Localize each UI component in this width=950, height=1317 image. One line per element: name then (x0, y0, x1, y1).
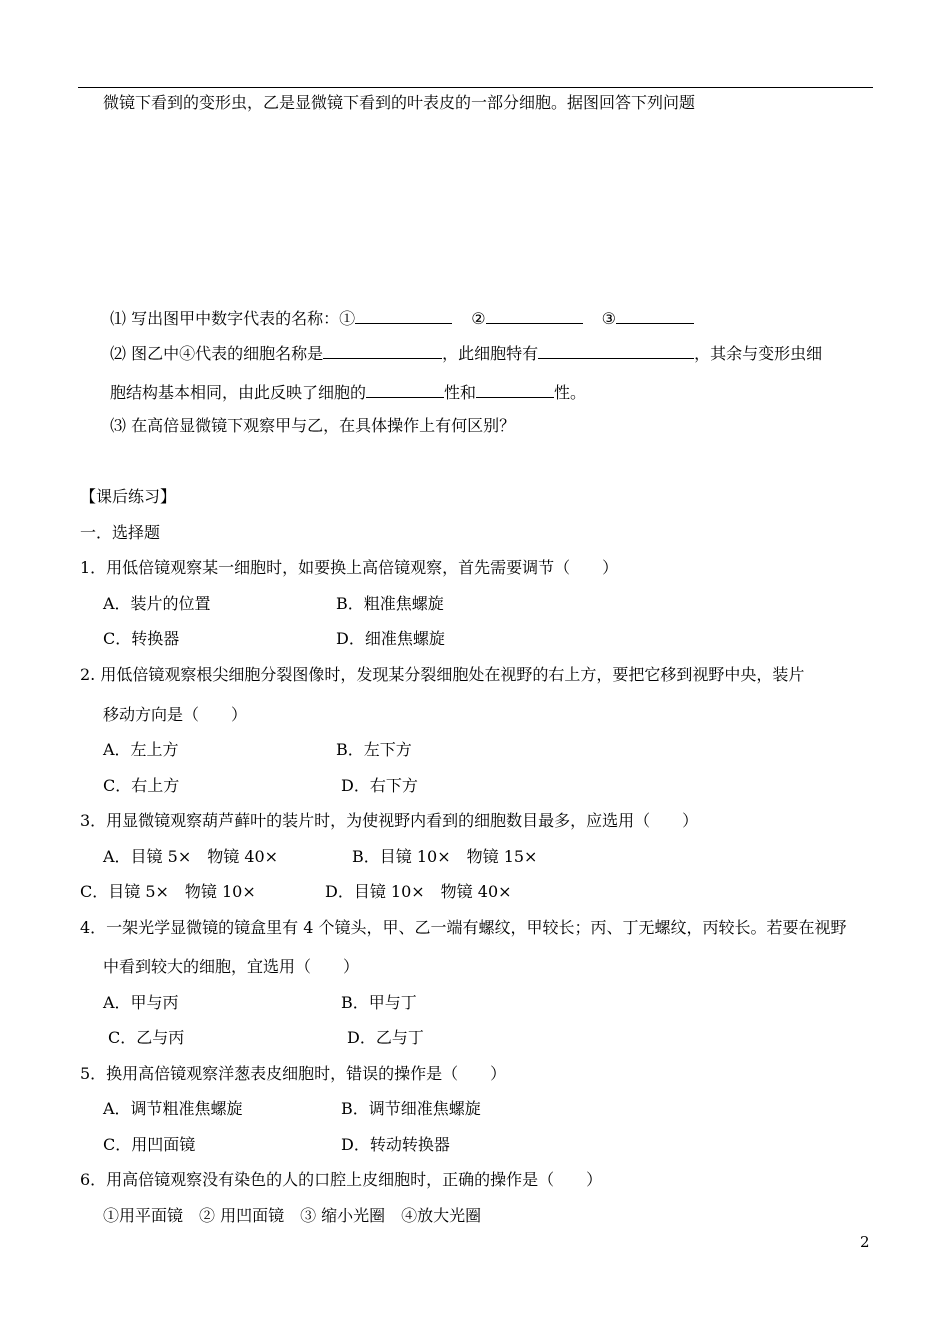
marker-3: ③ (601, 309, 616, 328)
subquestion-2-part-b: ，此细胞特有 (442, 344, 539, 363)
page-number: 2 (860, 1233, 870, 1251)
question-1-stem: 1．用低倍镜观察某一细胞时，如要换上高倍镜观察，首先需要调节（ ） (80, 558, 619, 577)
question-4-option-c: C．乙与丙 (108, 1028, 185, 1047)
question-5-option-c: C．用凹面镜 (103, 1135, 196, 1154)
question-3-option-d: D．目镜 10× 物镜 40× (325, 882, 512, 901)
question-5-option-a: A．调节粗准焦螺旋 (103, 1099, 243, 1118)
subquestion-3: ⑶ 在高倍显微镜下观察甲与乙，在具体操作上有何区别？ (110, 416, 516, 435)
question-5-option-d: D．转动转换器 (341, 1135, 450, 1154)
question-4-option-d: D．乙与丁 (347, 1028, 424, 1047)
answer-blank[interactable] (323, 342, 442, 359)
question-1-option-c: C．转换器 (103, 629, 180, 648)
question-2-stem: 2. 用低倍镜观察根尖细胞分裂图像时，发现某分裂细胞处在视野的右上方，要把它移到视野中央，装片 (80, 665, 805, 684)
subquestion-1-text: ⑴ 写出图甲中数字代表的名称：① (110, 309, 356, 328)
question-4-stem-continued: 中看到较大的细胞，宜选用（ ） (103, 957, 360, 976)
answer-blank[interactable] (486, 307, 583, 324)
answer-blank[interactable] (355, 307, 452, 324)
section-subtitle: 一．选择题 (80, 523, 161, 542)
question-5-stem: 5．换用高倍镜观察洋葱表皮细胞时，错误的操作是（ ） (80, 1064, 507, 1083)
question-1-option-b: B．粗准焦螺旋 (336, 594, 444, 613)
question-3-option-b: B．目镜 10× 物镜 15× (352, 847, 538, 866)
question-2-option-c: C．右上方 (103, 776, 180, 795)
subquestion-2-part-d: 胞结构基本相同，由此反映了细胞的 (110, 383, 367, 402)
answer-blank[interactable] (476, 381, 554, 398)
question-3-option-c: C．目镜 5× 物镜 10× (80, 882, 256, 901)
question-2-option-d: D．右下方 (341, 776, 418, 795)
question-2-option-b: B．左下方 (336, 740, 412, 759)
subquestion-1 (110, 307, 694, 329)
question-1-option-a: A．装片的位置 (103, 594, 211, 613)
header-rule (78, 87, 873, 88)
question-2-option-a: A．左上方 (103, 740, 179, 759)
question-5-option-b: B．调节细准焦螺旋 (341, 1099, 481, 1118)
section-title: 【课后练习】 (80, 487, 177, 506)
question-4-option-a: A．甲与丙 (103, 993, 179, 1012)
answer-blank[interactable] (616, 307, 694, 324)
subquestion-2-part-f: 性。 (554, 383, 587, 402)
marker-2: ② (471, 309, 486, 328)
question-6-options: ①用平面镜 ② 用凹面镜 ③ 缩小光圈 ④放大光圈 (103, 1206, 482, 1225)
question-2-stem-continued: 移动方向是（ ） (103, 705, 248, 724)
answer-blank[interactable] (538, 342, 694, 359)
question-3-stem: 3．用显微镜观察葫芦藓叶的装片时，为使视野内看到的细胞数目最多，应选用（ ） (80, 811, 699, 830)
answer-blank[interactable] (366, 381, 444, 398)
question-6-stem: 6．用高倍镜观察没有染色的人的口腔上皮细胞时，正确的操作是（ ） (80, 1170, 603, 1189)
subquestion-2 (110, 342, 822, 364)
subquestion-2-part-c: ，其余与变形虫细 (694, 344, 823, 363)
question-4-stem: 4．一架光学显微镜的镜盒里有 4 个镜头，甲、乙一端有螺纹，甲较长；丙、丁无螺纹，丙较长。若要在视野 (80, 918, 847, 937)
question-3-option-a: A．目镜 5× 物镜 40× (103, 847, 279, 866)
subquestion-2-part-a: ⑵ 图乙中④代表的细胞名称是 (110, 344, 324, 363)
question-4-option-b: B．甲与丁 (341, 993, 417, 1012)
question-1-option-d: D．细准焦螺旋 (336, 629, 445, 648)
subquestion-2-part-e: 性和 (444, 383, 477, 402)
intro-text: 微镜下看到的变形虫，乙是显微镜下看到的叶表皮的一部分细胞。据图回答下列问题 (103, 93, 696, 112)
subquestion-2-continued (110, 381, 586, 403)
